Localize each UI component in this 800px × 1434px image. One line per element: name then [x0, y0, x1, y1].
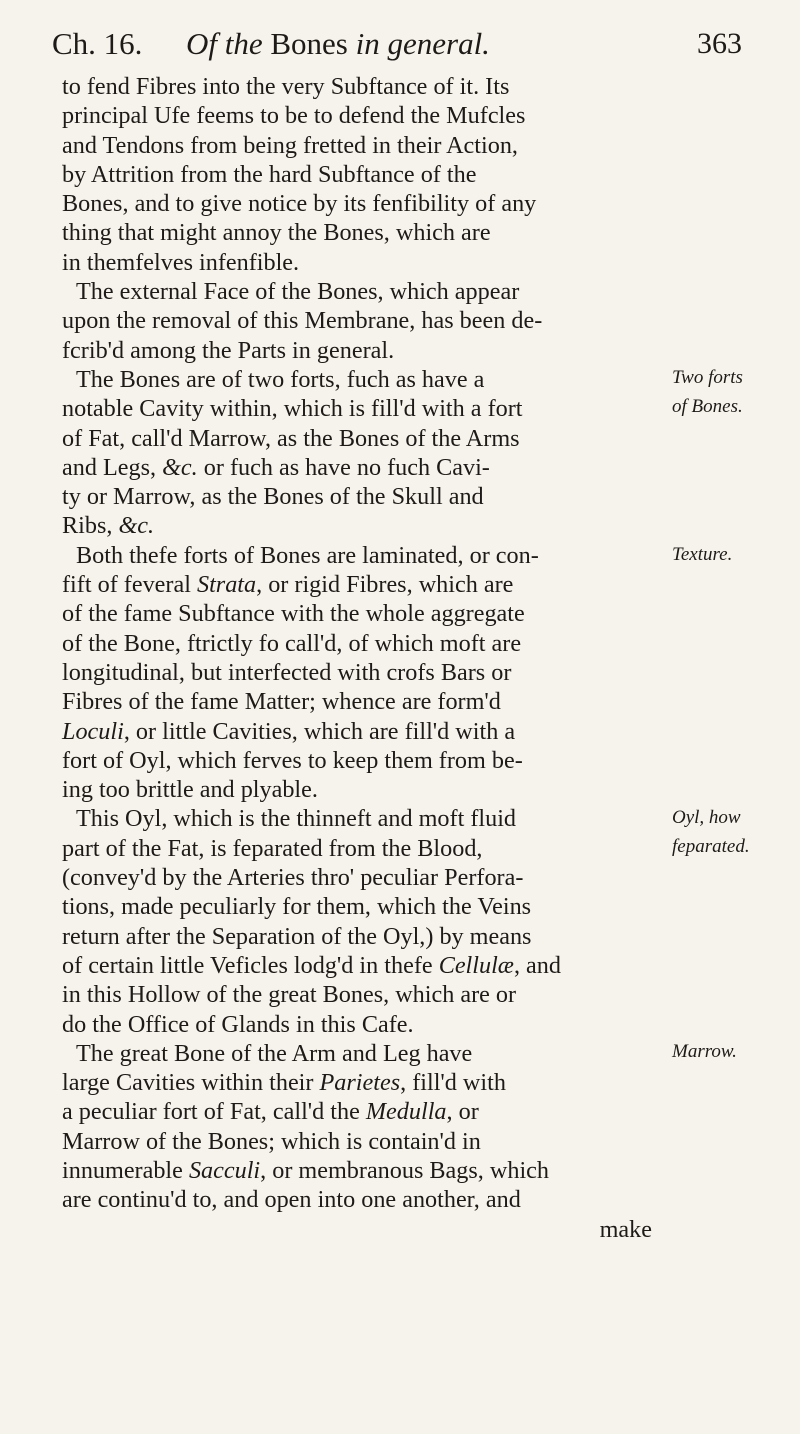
text-line: fcrib'd among the Parts in general. — [62, 336, 395, 364]
text-line: Ribs, &c. — [62, 512, 155, 540]
text-line: in this Hollow of the great Bones, which are or — [62, 981, 517, 1009]
text-line: thing that might annoy the Bones, which are — [62, 219, 491, 247]
text-line: Both thefe forts of Bones are laminated, or con- — [76, 541, 539, 569]
margin-note: Marrow. — [672, 1041, 737, 1062]
text-line: a peculiar fort of Fat, call'd the Medulla, or — [62, 1098, 479, 1126]
text-line: of the Bone, ftrictly fo call'd, of which moft are — [62, 629, 522, 657]
margin-note: Oyl, how — [672, 807, 741, 828]
margin-note: of Bones. — [672, 396, 743, 417]
margin-note: Two forts — [672, 367, 743, 388]
text-line: of Fat, call'd Marrow, as the Bones of the Arms — [62, 424, 520, 452]
text-line: The external Face of the Bones, which appear — [76, 278, 520, 306]
text-line: fort of Oyl, which ferves to keep them from be- — [62, 746, 523, 774]
text-line: and Tendons from being fretted in their Action, — [62, 131, 518, 159]
text-line: The great Bone of the Arm and Leg have — [76, 1039, 473, 1067]
text-line: do the Office of Glands in this Cafe. — [62, 1010, 414, 1038]
text-line: to fend Fibres into the very Subftance of it. Its — [62, 73, 510, 100]
text-line: and Legs, &c. or fuch as have no fuch Cavi- — [62, 453, 490, 481]
running-title: Of the Bones in general. — [186, 26, 490, 61]
text-line: part of the Fat, is feparated from the Blood, — [62, 834, 483, 862]
text-line: longitudinal, but interfected with crofs Bars or — [62, 658, 512, 686]
text-line: by Attrition from the hard Subftance of the — [62, 160, 477, 188]
text-line: fift of feveral Strata, or rigid Fibres, which are — [62, 571, 514, 599]
text-line: Loculi, or little Cavities, which are fill'd with a — [62, 717, 516, 745]
page-number: 363 — [697, 27, 742, 60]
text-line: are continu'd to, and open into one another, and — [62, 1186, 521, 1214]
text-line: This Oyl, which is the thinneft and moft fluid — [76, 805, 517, 833]
text-line: upon the removal of this Membrane, has been de- — [62, 307, 543, 335]
text-line: make — [599, 1215, 652, 1243]
body-text — [62, 72, 662, 1244]
text-line: (convey'd by the Arteries thro' peculiar Perfora- — [62, 864, 524, 892]
text-line: innumerable Sacculi, or membranous Bags, which — [62, 1156, 549, 1184]
text-line: in themfelves infenfible. — [62, 248, 300, 276]
text-line: principal Ufe feems to be to defend the Mufcles — [62, 102, 526, 130]
text-line: return after the Separation of the Oyl,) by means — [62, 922, 532, 950]
text-line: tions, made peculiarly for them, which the Veins — [62, 893, 532, 921]
text-line: ty or Marrow, as the Bones of the Skull and — [62, 483, 484, 511]
margin-note: feparated. — [672, 836, 750, 857]
chapter-label: Ch. 16. — [52, 26, 143, 61]
text-line: Marrow of the Bones; which is contain'd in — [62, 1127, 481, 1155]
text-line: Bones, and to give notice by its fenfibility of any — [62, 190, 537, 218]
text-line: notable Cavity within, which is fill'd with a fort — [62, 395, 523, 423]
text-line: of the fame Subftance with the whole aggregate — [62, 600, 525, 628]
text-line: ing too brittle and plyable. — [62, 776, 318, 804]
text-line: of certain little Veficles lodg'd in thefe Cellulæ, and — [62, 951, 561, 979]
margin-note: Texture. — [672, 544, 733, 565]
text-line: The Bones are of two forts, fuch as have a — [76, 365, 485, 393]
text-line: large Cavities within their Parietes, fill'd with — [62, 1069, 506, 1097]
running-header — [52, 18, 742, 70]
text-line: Fibres of the fame Matter; whence are form'd — [62, 688, 501, 716]
